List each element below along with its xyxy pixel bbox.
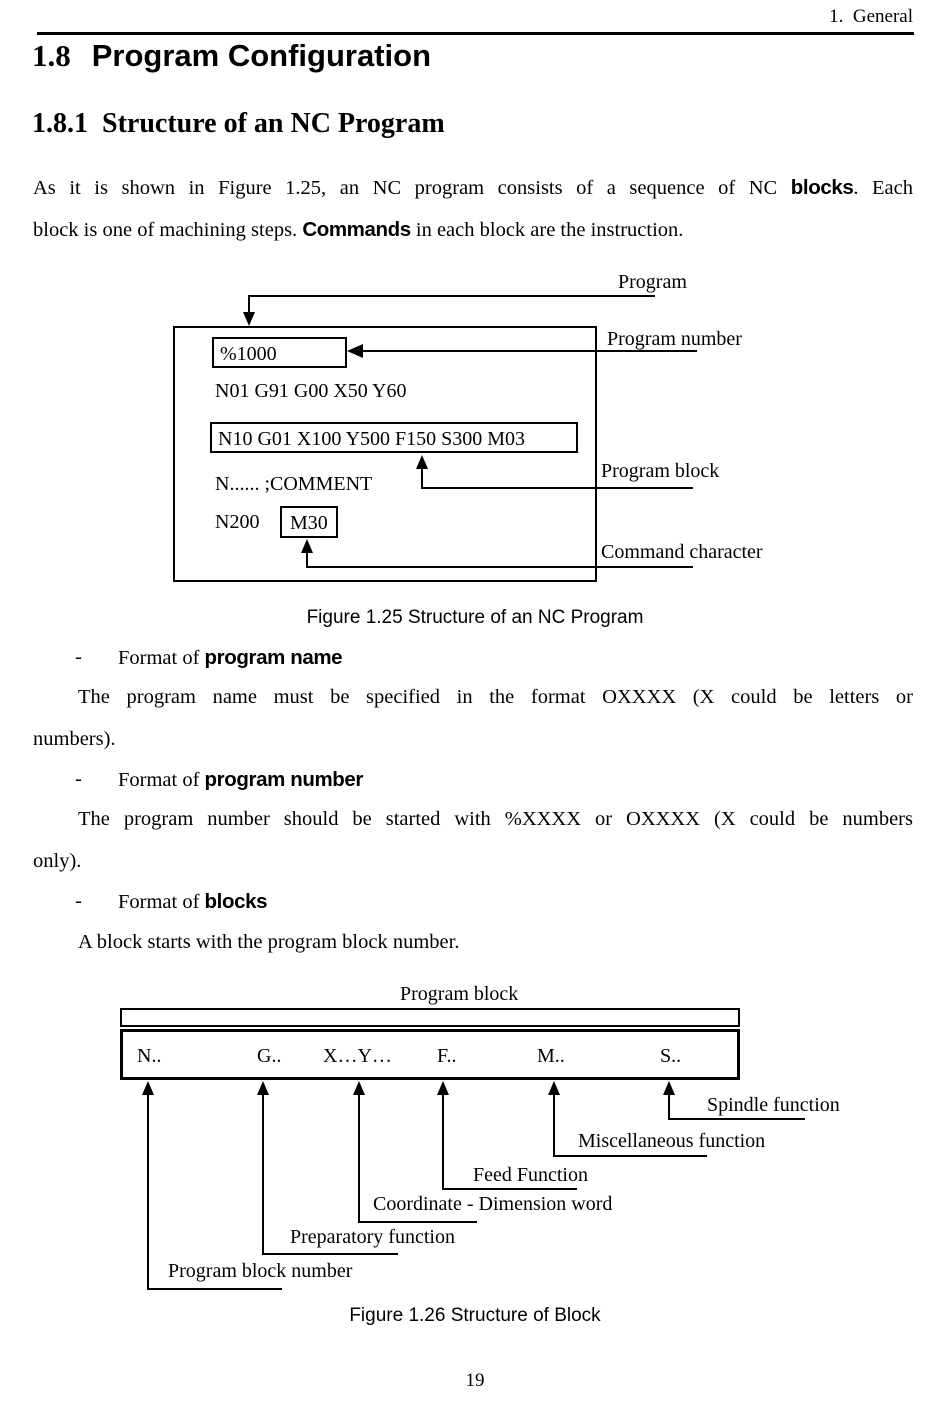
callout-drop-line [553,1092,555,1157]
list-item-term: program name [204,646,343,669]
callout-leader-line [262,1253,398,1255]
list-item-label: Format of [118,769,205,791]
m30-box: M30 [280,506,338,538]
list-item-text [118,645,342,672]
block-cell-m: M.. [537,1045,565,1067]
intro-line-2-tail: in each block are the instruction. [410,219,684,241]
block-cell-g: G.. [257,1045,282,1067]
list-item-dash: - [75,890,82,912]
program-block-title: Program block [400,983,519,1005]
paragraph-line: The program name must be specified in the format OXXXX (X could be letters or [78,686,913,708]
list-item-text [118,767,363,794]
code-line-n01: N01 G91 G00 X50 Y60 [215,380,407,402]
callout-drop-line [668,1092,670,1120]
paragraph-line: only). [33,850,82,872]
callout-drop-line [147,1092,149,1290]
callout-leader-line [147,1288,282,1290]
header-rule [37,32,914,35]
intro-line-1-bold-term: blocks [790,176,854,199]
intro-line-2 [33,217,683,244]
command-character-leader-line [306,566,693,568]
list-item-label: Format of [118,647,205,669]
callout-label-feed: Feed Function [473,1164,588,1186]
intro-line-1-tail: . Each [853,177,913,199]
code-line-comment: N...... ;COMMENT [215,473,373,495]
callout-leader-line [442,1188,577,1190]
header-section-label: 1. General [829,6,913,27]
paragraph-line: The program number should be started with %XXXX or OXXXX (X could be numbers [78,808,913,830]
list-item-term: blocks [204,890,268,913]
arrow-left-icon [347,344,363,358]
callout-leader-line [668,1118,805,1120]
program-callout-label: Program [618,271,687,293]
callout-leader-line [553,1155,707,1157]
section-heading-number: 1.8 [32,38,71,73]
callout-label-preparatory: Preparatory function [290,1226,455,1248]
figure-1-25-caption: Figure 1.25 Structure of an NC Program [306,607,644,628]
program-block-callout-label: Program block [601,460,720,482]
callout-label-miscellaneous: Miscellaneous function [578,1130,766,1152]
program-block-leader-line [421,487,693,489]
section-heading-title: Program Configuration [91,38,432,73]
list-item-dash: - [75,768,82,790]
intro-line-2-bold-term: Commands [302,218,411,241]
block-structure-box [120,1029,740,1080]
page-number: 19 [465,1370,485,1391]
program-leader-line [248,295,655,297]
program-block-bracket-box [120,1008,740,1027]
paragraph-line: numbers). [33,728,116,750]
code-line-n200: N200 [215,511,260,533]
callout-drop-line [442,1092,444,1190]
block-cell-xy: X…Y… [323,1045,392,1067]
list-item-label: Format of [118,891,205,913]
callout-label-spindle: Spindle function [707,1094,840,1116]
program-number-callout-label: Program number [607,328,742,350]
paragraph-line: A block starts with the program block number. [78,931,460,953]
list-item-text [118,889,267,916]
block-cell-n: N.. [137,1045,162,1067]
list-item-term: program number [204,768,363,791]
program-block-box: N10 G01 X100 Y500 F150 S300 M03 [210,422,578,453]
command-character-callout-label: Command character [601,541,763,563]
callout-drop-line [358,1092,360,1223]
intro-line-2-text: block is one of machining steps. [33,219,303,241]
callout-drop-line [262,1092,264,1255]
callout-leader-line [358,1221,477,1223]
program-block-leader-drop [421,467,423,489]
section-heading [32,38,431,74]
list-item-dash: - [75,646,82,668]
block-cell-s: S.. [660,1045,682,1067]
subsection-heading: 1.8.1 Structure of an NC Program [32,108,445,139]
program-number-box: %1000 [212,337,347,368]
intro-line-1 [33,175,913,202]
block-cell-f: F.. [437,1045,457,1067]
callout-label-coordinate: Coordinate - Dimension word [373,1193,613,1215]
arrow-down-icon [243,312,255,326]
intro-line-1-text: As it is shown in Figure 1.25, an NC program consists of a sequence of NC [33,177,791,199]
figure-1-26-caption: Figure 1.26 Structure of Block [349,1305,601,1326]
program-number-leader-line [360,350,697,352]
callout-label-block-number: Program block number [168,1260,353,1282]
